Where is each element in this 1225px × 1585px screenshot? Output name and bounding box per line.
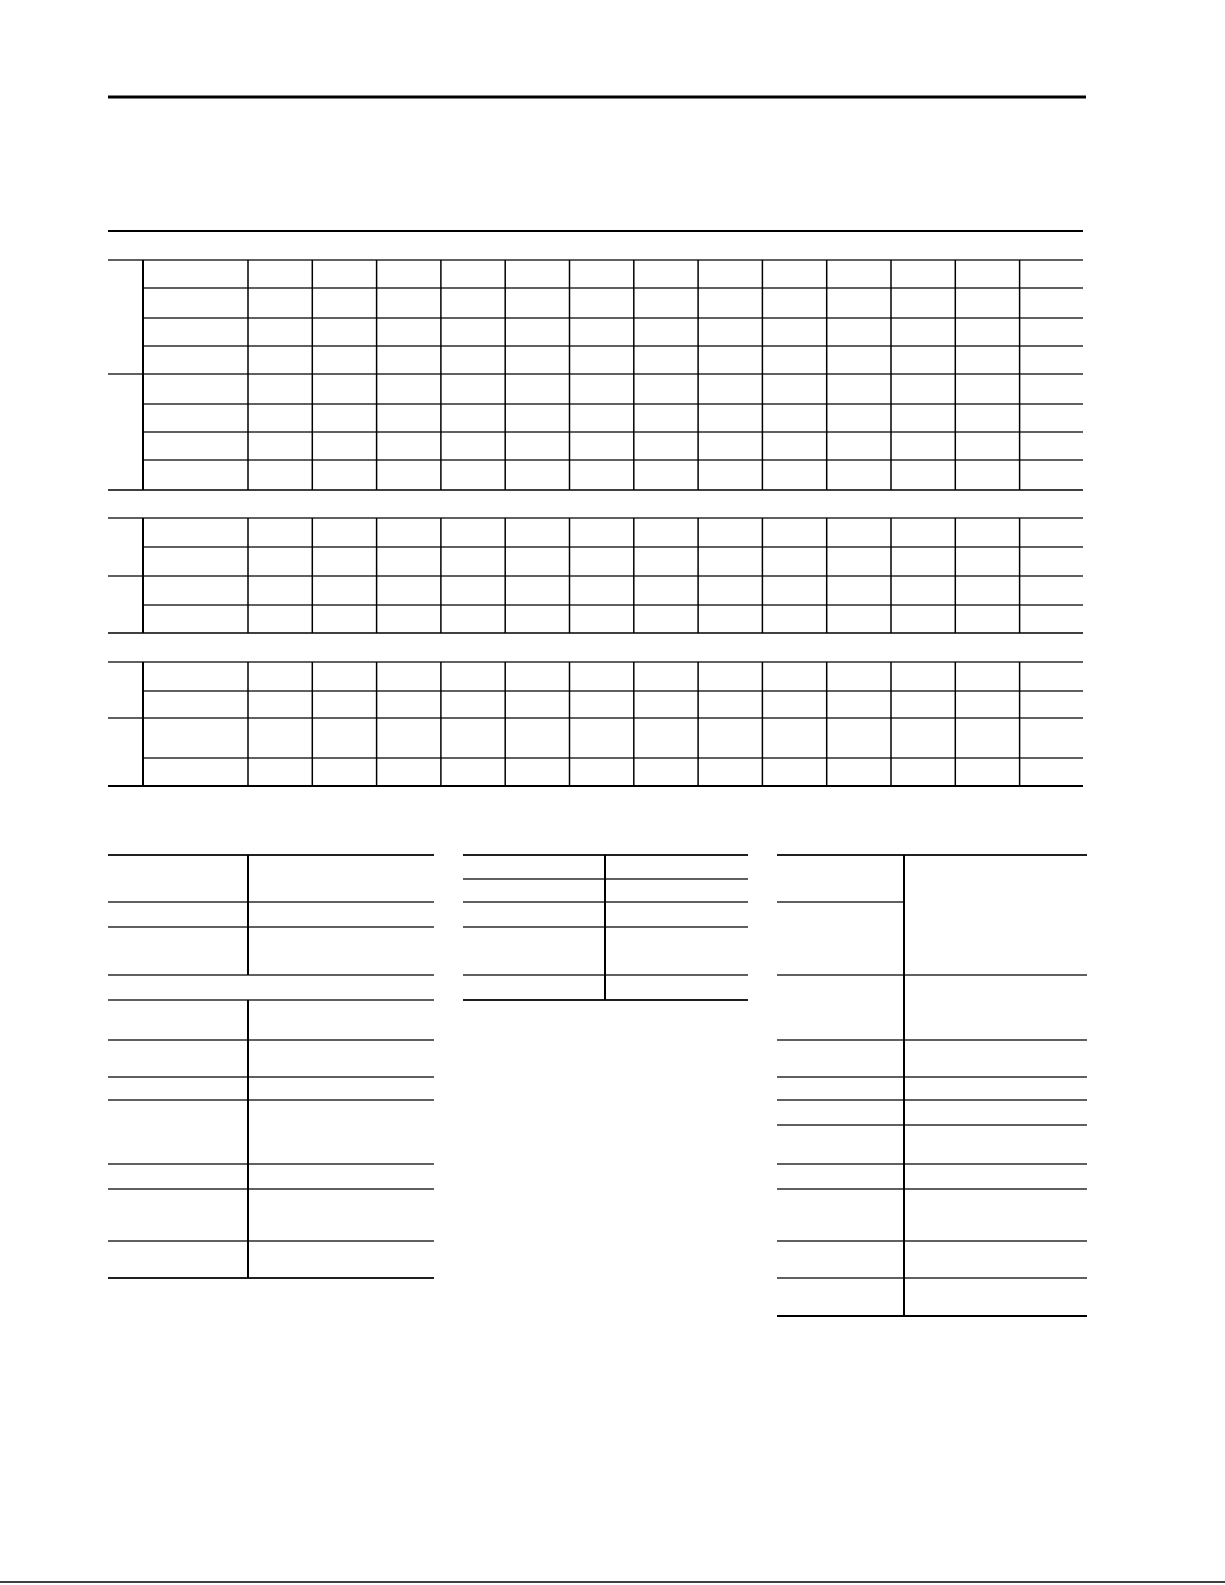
lower-left-table [108,855,434,1278]
main-data-table [108,231,1083,786]
lower-middle-table [463,855,748,1000]
lower-right-table [777,855,1087,1316]
